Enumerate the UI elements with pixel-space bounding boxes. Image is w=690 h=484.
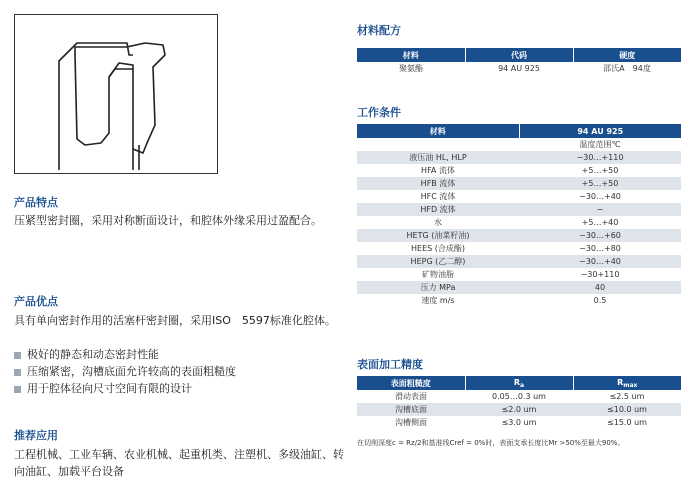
surface-footnote: 在切削深度c = Rz/2和基准线Cref = 0%时，表面支承长度比Mr >50%至最大90%。 (357, 439, 625, 447)
table-cell: 速度 m/s (357, 294, 519, 307)
advantage-bullet: 压缩紧密，沟槽底面允许较高的表面粗糙度 (14, 363, 344, 380)
table-cell: − (519, 203, 681, 216)
advantages-bullet-list (14, 346, 344, 397)
table-cell: −30+110 (519, 268, 681, 281)
conditions-table (357, 124, 681, 307)
table-cell: 聚氨酯 (357, 62, 465, 75)
features-text: 压紧型密封圈，采用对称断面设计，和腔体外缘采用过盈配合。 (14, 214, 322, 227)
table-row (357, 151, 681, 164)
table-cell: +5…+50 (519, 177, 681, 190)
table-row (357, 294, 681, 307)
table-cell: −30…+80 (519, 242, 681, 255)
column-header: 表面粗糙度 (357, 376, 465, 390)
table-cell: HFA 流体 (357, 164, 519, 177)
table-subheader-row (357, 138, 681, 151)
table-cell: 滑动表面 (357, 390, 465, 403)
table-row (357, 403, 681, 416)
applications-text: 工程机械、工业车辆、农业机械、起重机类、注塑机、多级油缸、转向油缸、加载平台设备 (14, 448, 344, 478)
table-row (357, 242, 681, 255)
bullet-square-icon (14, 386, 21, 393)
table-cell: 40 (519, 281, 681, 294)
features-title: 产品特点 (14, 196, 58, 209)
table-cell: HFB 流体 (357, 177, 519, 190)
table-cell: +5…+40 (519, 216, 681, 229)
table-cell: HFC 流体 (357, 190, 519, 203)
table-cell: 水 (357, 216, 519, 229)
table-cell: ≤15.0 um (573, 416, 681, 429)
table-row (357, 281, 681, 294)
table-cell: HEPG (乙二醇) (357, 255, 519, 268)
column-header: 材料 (357, 48, 465, 62)
table-cell: −30…+40 (519, 255, 681, 268)
table-row (357, 203, 681, 216)
table-row (357, 216, 681, 229)
table-cell: 矿物油脂 (357, 268, 519, 281)
column-header: 94 AU 925 (519, 124, 681, 138)
table-cell: ≤2.5 um (573, 390, 681, 403)
table-header-row (357, 124, 681, 138)
table-cell: ≤10.0 um (573, 403, 681, 416)
table-row (357, 229, 681, 242)
table-cell: 0.5 (519, 294, 681, 307)
table-cell: 沟槽侧面 (357, 416, 465, 429)
table-row (357, 177, 681, 190)
applications-title: 推荐应用 (14, 429, 58, 442)
table-row (357, 62, 681, 75)
advantages-title: 产品优点 (14, 295, 58, 308)
table-cell: +5…+50 (519, 164, 681, 177)
column-header: 材料 (357, 124, 519, 138)
table-cell: ≤2.0 um (465, 403, 573, 416)
table-cell: HETG (油菜籽油) (357, 229, 519, 242)
table-cell: ≤3.0 um (465, 416, 573, 429)
table-cell: 沟槽底面 (357, 403, 465, 416)
column-header: $R_a$ (465, 376, 573, 390)
table-cell: 压力 MPa (357, 281, 519, 294)
table-header-row (357, 48, 681, 62)
advantage-bullet: 极好的静态和动态密封性能 (14, 346, 344, 363)
seal-profile-icon (15, 15, 217, 173)
table-header-row (357, 376, 681, 390)
column-header: 硬度 (573, 48, 681, 62)
advantages-text: 具有单向密封作用的活塞杆密封圈，采用ISO 5597标准化腔体。 (14, 314, 336, 327)
conditions-title: 工作条件 (357, 106, 401, 119)
column-header: 代码 (465, 48, 573, 62)
table-cell: 0.05…0.3 um (465, 390, 573, 403)
table-cell: −30…+60 (519, 229, 681, 242)
table-row (357, 164, 681, 177)
advantage-bullet: 用于腔体径向尺寸空间有限的设计 (14, 380, 344, 397)
material-table (357, 48, 681, 75)
surface-table (357, 376, 681, 429)
table-cell: −30…+40 (519, 190, 681, 203)
surface-title: 表面加工精度 (357, 358, 423, 371)
material-title: 材料配方 (357, 24, 401, 37)
temperature-range-label: 温度范围℃ (519, 138, 681, 151)
bullet-square-icon (14, 369, 21, 376)
table-row (357, 190, 681, 203)
table-cell: 邵氏A 94度 (573, 62, 681, 75)
table-row (357, 268, 681, 281)
column-header: $R_{max}$ (573, 376, 681, 390)
seal-cross-section-drawing (14, 14, 218, 174)
table-cell: 液压油 HL, HLP (357, 151, 519, 164)
table-row (357, 255, 681, 268)
table-cell: HFD 流体 (357, 203, 519, 216)
table-cell: HEES (合成酯) (357, 242, 519, 255)
table-cell: 94 AU 925 (465, 62, 573, 75)
bullet-square-icon (14, 352, 21, 359)
table-cell (357, 138, 519, 151)
table-cell: −30…+110 (519, 151, 681, 164)
table-row (357, 390, 681, 403)
table-row (357, 416, 681, 429)
